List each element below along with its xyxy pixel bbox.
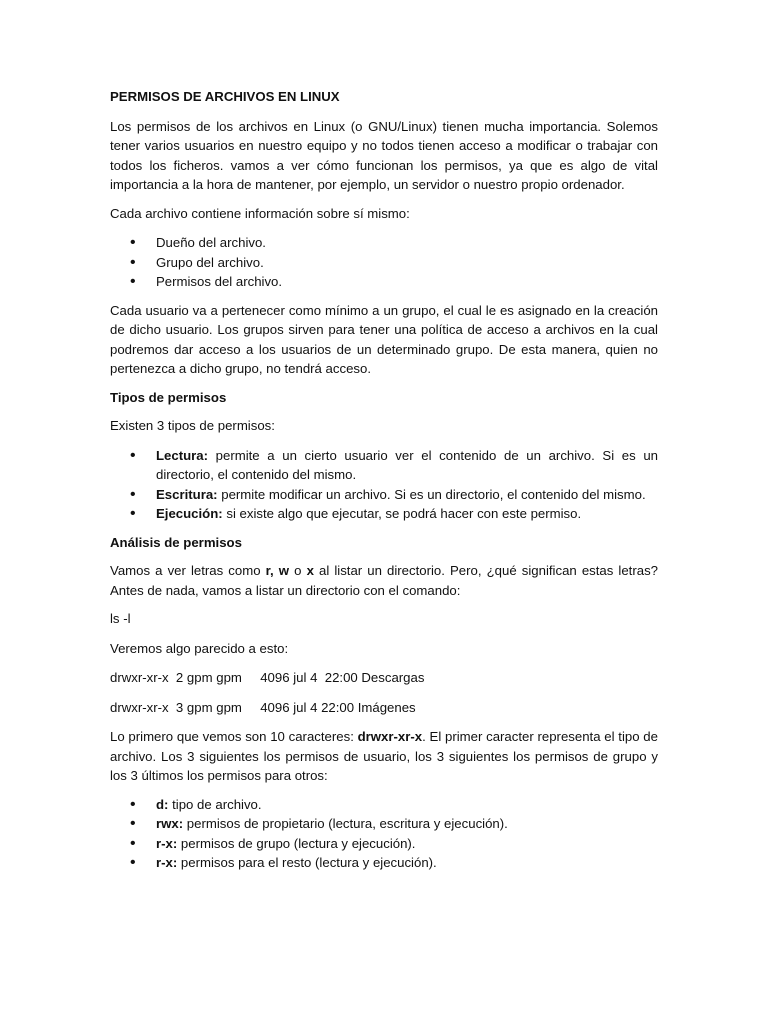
- intro-paragraph: Los permisos de los archivos en Linux (o GNU/Linux) tienen mucha importancia. Solemos tener varios usuarios en nuestro equipo y no todos tienen acceso a modificar o trabajar con todos los ficheros. vamos a ver cómo funcionan los permisos, ya que es algo de vital importancia a la hora de mantener, por ejemplo, un servidor o nuestro propio ordenador.: [110, 118, 658, 192]
- bold-run: drwxr-xr-x: [357, 729, 423, 744]
- list-item: • Dueño del archivo.: [110, 233, 658, 253]
- document-title: PERMISOS DE ARCHIVOS EN LINUX: [110, 89, 340, 104]
- list-desc: tipo de archivo.: [168, 796, 262, 812]
- analysis-paragraph: [110, 561, 658, 600]
- types-heading: Tipos de permisos: [110, 389, 227, 405]
- text-run: Lo primero que vemos son 10 caracteres:: [110, 729, 358, 744]
- text-run: o: [289, 563, 307, 578]
- chars-list: [110, 795, 658, 873]
- list-item: [110, 446, 658, 485]
- list-term: Ejecución:: [156, 506, 223, 521]
- list-desc: permisos para el resto (lectura y ejecución).: [177, 855, 437, 870]
- list-desc: permisos de propietario (lectura, escritura y ejecución).: [183, 816, 508, 831]
- chars-paragraph: [110, 727, 658, 786]
- list-term: rwx:: [156, 816, 184, 831]
- types-lead: Existen 3 tipos de permisos:: [110, 418, 275, 433]
- list-item: [110, 814, 658, 834]
- list-term: d:: [156, 796, 169, 812]
- list-desc: permite modificar un archivo. Si es un directorio, el contenido del mismo.: [217, 486, 646, 502]
- listing-line: drwxr-xr-x 3 gpm gpm 4096 jul 4 22:00 Imágenes: [110, 699, 416, 715]
- text-run: . El primer caracter representa el tipo de archivo. Los 3 siguientes los permisos de usuario, los 3 siguientes los permisos de grupo y los 3 últimos los permisos para otros:: [110, 729, 658, 783]
- bold-run: x: [306, 563, 314, 578]
- command-line: ls -l: [110, 611, 131, 626]
- list-item: [110, 795, 658, 815]
- list-desc: si existe algo que ejecutar, se podrá hacer con este permiso.: [222, 506, 582, 521]
- list-item: • Permisos del archivo.: [110, 272, 658, 292]
- list-term: Lectura:: [156, 447, 209, 463]
- groups-paragraph: Cada usuario va a pertenecer como mínimo a un grupo, el cual le es asignado en la creación de dicho usuario. Los grupos sirven para tener una política de acceso a archivos en la cual podremos dar acceso a los usuarios de un determinado grupo. De esta manera, quien no pertenezca a dicho grupo, no tendrá acceso.: [110, 302, 658, 376]
- analysis-heading: Análisis de permisos: [110, 534, 242, 550]
- info-lead: Cada archivo contiene información sobre sí mismo:: [110, 205, 410, 221]
- text-run: Vamos a ver letras como: [110, 563, 266, 578]
- list-item: [110, 834, 658, 854]
- list-desc: permisos de grupo (lectura y ejecución).: [177, 835, 416, 851]
- list-desc: permite a un cierto usuario ver el contenido de un archivo. Si es un directorio, el contenido del mismo.: [156, 447, 658, 482]
- listing-line: drwxr-xr-x 2 gpm gpm 4096 jul 4 22:00 Descargas: [110, 670, 425, 685]
- bold-run: r, w: [265, 563, 290, 578]
- see-lead: Veremos algo parecido a esto:: [110, 640, 289, 656]
- list-item: [110, 504, 658, 524]
- types-list: [110, 446, 658, 524]
- info-list: [110, 233, 658, 292]
- list-term: r-x:: [156, 835, 178, 851]
- list-term: r-x:: [156, 855, 178, 870]
- text-run: al listar un directorio. Pero, ¿qué significan estas letras? Antes de nada, vamos a listar un directorio con el comando:: [110, 563, 659, 598]
- list-item: • Grupo del archivo.: [110, 253, 658, 273]
- list-term: Escritura:: [156, 486, 218, 502]
- list-item: [110, 485, 658, 505]
- list-item: [110, 853, 658, 873]
